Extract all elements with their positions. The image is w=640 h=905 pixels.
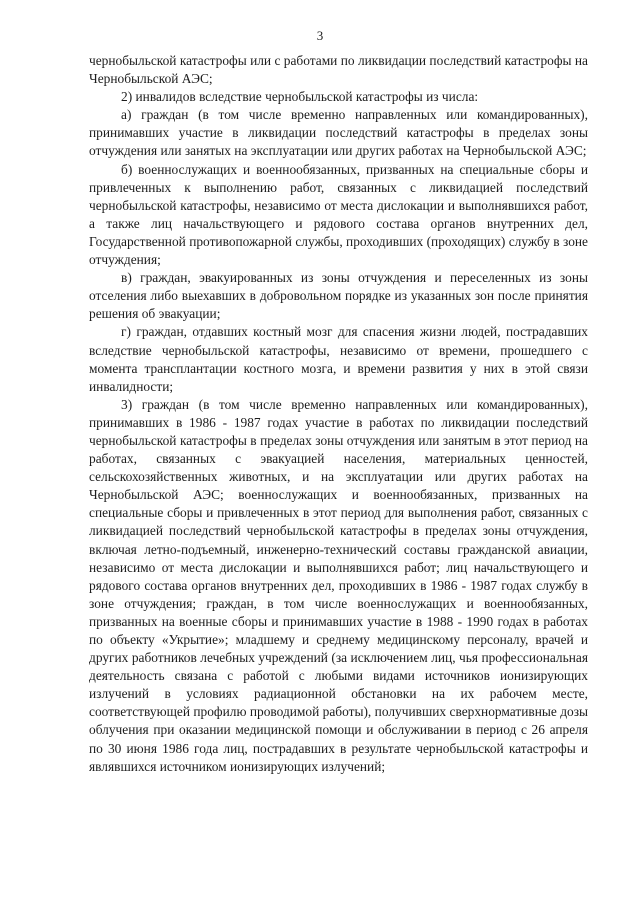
paragraph-item-2a: а) граждан (в том числе временно направленных или командированных), принимавших участие в ликвидации последствий катастрофы в пределах зоны отчуждения или занятых на эксплуатации или других работах на Чернобыльской АЭС; [89, 107, 588, 159]
document-body [89, 52, 588, 776]
paragraph-item-2g: г) граждан, отдавших костный мозг для спасения жизни людей, пострадавших вследствие чернобыльской катастрофы, независимо от времени, прошедшего с момента трансплантации костного мозга, и времени развития у них в этой связи инвалидности; [89, 324, 588, 394]
paragraph-item-2b: б) военнослужащих и военнообязанных, призванных на специальные сборы и привлеченных к выполнению работ, связанных с ликвидацией последствий чернобыльской катастрофы, независимо от места дислокации и выполнявшихся работ, а также лиц начальствующего и рядового состава органов внутренних дел, Государственной противопожарной службы, проходивших (проходящих) службу в зоне отчуждения; [89, 161, 588, 268]
paragraph-item-3: 3) граждан (в том числе временно направленных или командированных), принимавших в 1986 - 1987 годах участие в работах по ликвидации последствий чернобыльской катастрофы в пределах зоны отчуждения или занятым в этот период на работах, связанных с эвакуацией населения, материальных ценностей, сельскохозяйственных животных, и на эксплуатации или других работах на Чернобыльской АЭС; военнослужащих и военнообязанных, призванных на специальные сборы и привлеченных в этот период для выполнения работ, связанных с ликвидацией последствий чернобыльской катастрофы в пределах зоны отчуждения, включая летно-подъемный, инженерно-технический составы гражданской авиации, независимо от места дислокации и выполнявшихся работ; лиц начальствующего и рядового состава органов внутренних дел, проходивших в 1986 - 1987 годах службу в зоне отчуждения; граждан, в том числе военнослужащих и военнообязанных, призванных на военные сборы и принимавших участие в 1988 - 1990 годах в работах по объекту «Укрытие»; младшему и среднему медицинскому персоналу, врачей и других работников лечебных учреждений (за исключением лиц, чья профессиональная деятельность связана с работой с любыми видами источников ионизирующих излучений в условиях радиационной обстановки на их рабочем месте, соответствующей профилю проводимой работы), получивших сверхнормативные дозы облучения при оказании медицинской помощи и обслуживании в период с 26 апреля по 30 июня 1986 года лиц, пострадавших в результате чернобыльской катастрофы и являвшихся источником ионизирующих излучений; [89, 396, 588, 774]
page-number: 3 [316, 28, 324, 43]
paragraph-continuation: чернобыльской катастрофы или с работами по ликвидации последствий катастрофы на Чернобыльской АЭС; [89, 53, 588, 87]
paragraph-item-2: 2) инвалидов вследствие чернобыльской катастрофы из числа: [121, 89, 479, 105]
paragraph-item-2v: в) граждан, эвакуированных из зоны отчуждения и переселенных из зоны отселения либо выехавших в добровольном порядке из указанных зон после принятия решения об эвакуации; [89, 270, 588, 322]
